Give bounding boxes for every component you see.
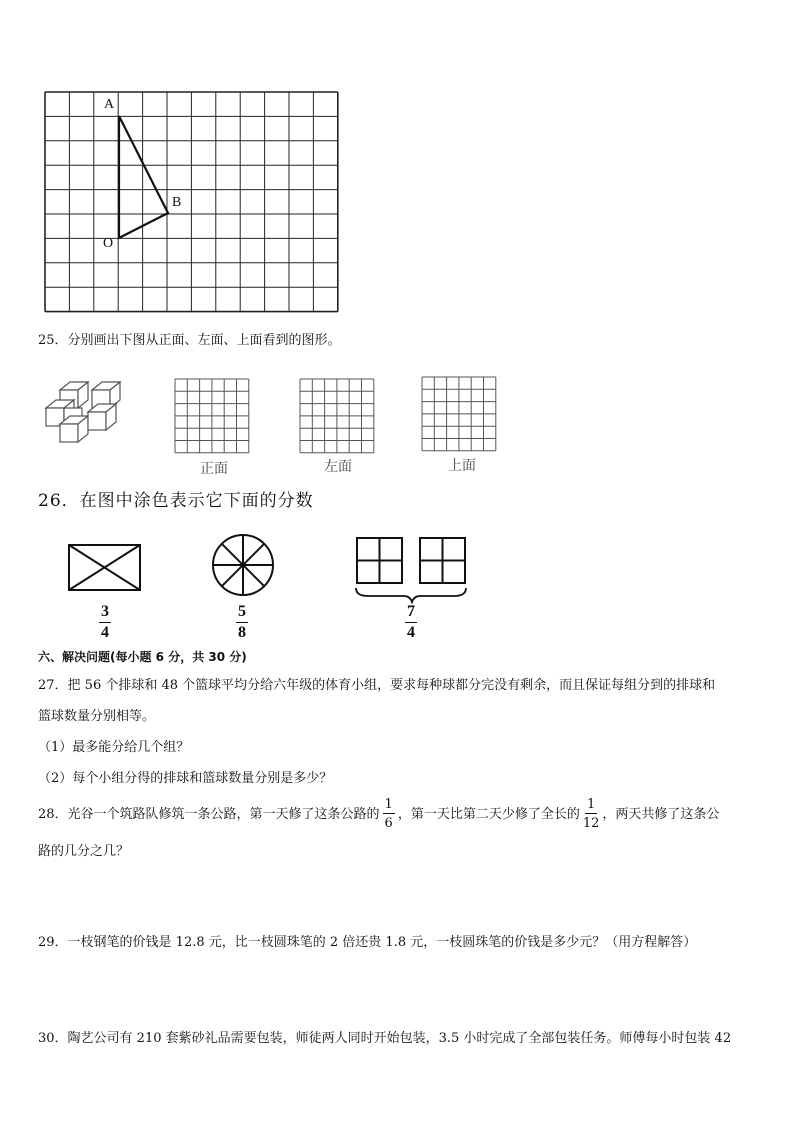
fraction-one-sixth: $\frac{1}{6}$ [384,797,393,831]
fraction-seven-quarters: $\frac{7}{4}$ [407,603,415,641]
triangle-aob [119,116,168,238]
coordinate-grid [45,92,338,312]
question-25-text: 25．分别画出下图从正面、左面、上面看到的图形。 [38,333,341,348]
fraction-three-quarters: $\frac{3}{4}$ [101,603,109,641]
question-28-line1 [38,796,719,832]
grid-figure-triangle [0,0,794,330]
grid-left-view [299,378,379,458]
question-30-text: 30．陶艺公司有 210 套紫砂礼品需要包装，师徒两人同时开始包装，3.5 小时完成了全部包装任务。师傅每小时包装 42 [38,1031,732,1046]
point-label-o: O [103,236,114,251]
fraction-five-eighths: $\frac{5}{8}$ [238,603,246,641]
grid-top-view [421,376,501,456]
question-27-sub2: （2）每个小组分得的排球和篮球数量分别是多少？ [38,771,333,786]
cube-stack-figure [40,378,160,458]
point-label-a: A [104,97,115,112]
squares-divided-4-each [357,538,465,583]
section-title: 六、解决问题(每小题 6 分，共 30 分) [38,650,247,664]
question-28-part1: 28．光谷一个筑路队修筑一条公路，第一天修了这条公路的 [38,806,380,822]
rectangle-divided-4 [69,545,140,590]
curly-brace [356,588,466,602]
circle-divided-8 [213,535,273,595]
question-27-sub1: （1）最多能分给几个组？ [38,740,190,755]
question-28-line2: 路的几分之几？ [38,844,130,859]
question-28-part3: ，两天共修了这条公 [602,806,720,822]
question-29-text: 29．一枝钢笔的价钱是 12.8 元，比一枝圆珠笔的 2 倍还贵 1.8 元，一枝圆珠笔的价钱是多少元？（用方程解答） [38,935,697,950]
question-28-part2: ，第一天比第二天少修了全长的 [397,806,580,822]
view-label-front: 正面 [200,461,228,477]
point-label-b: B [172,195,182,210]
view-label-left: 左面 [324,459,352,475]
view-label-top: 上面 [448,458,476,474]
grid-front-view [174,378,254,458]
question-27-line1: 27．把 56 个排球和 48 个篮球平均分给六年级的体育小组，要求每种球都分完没有剩余，而且保证每组分到的排球和 [38,678,716,693]
question-26-text: 26．在图中涂色表示它下面的分数 [38,491,314,511]
fraction-one-twelfth: $\frac{1}{12}$ [582,797,600,831]
question-27-line2: 篮球数量分别相等。 [38,709,156,724]
